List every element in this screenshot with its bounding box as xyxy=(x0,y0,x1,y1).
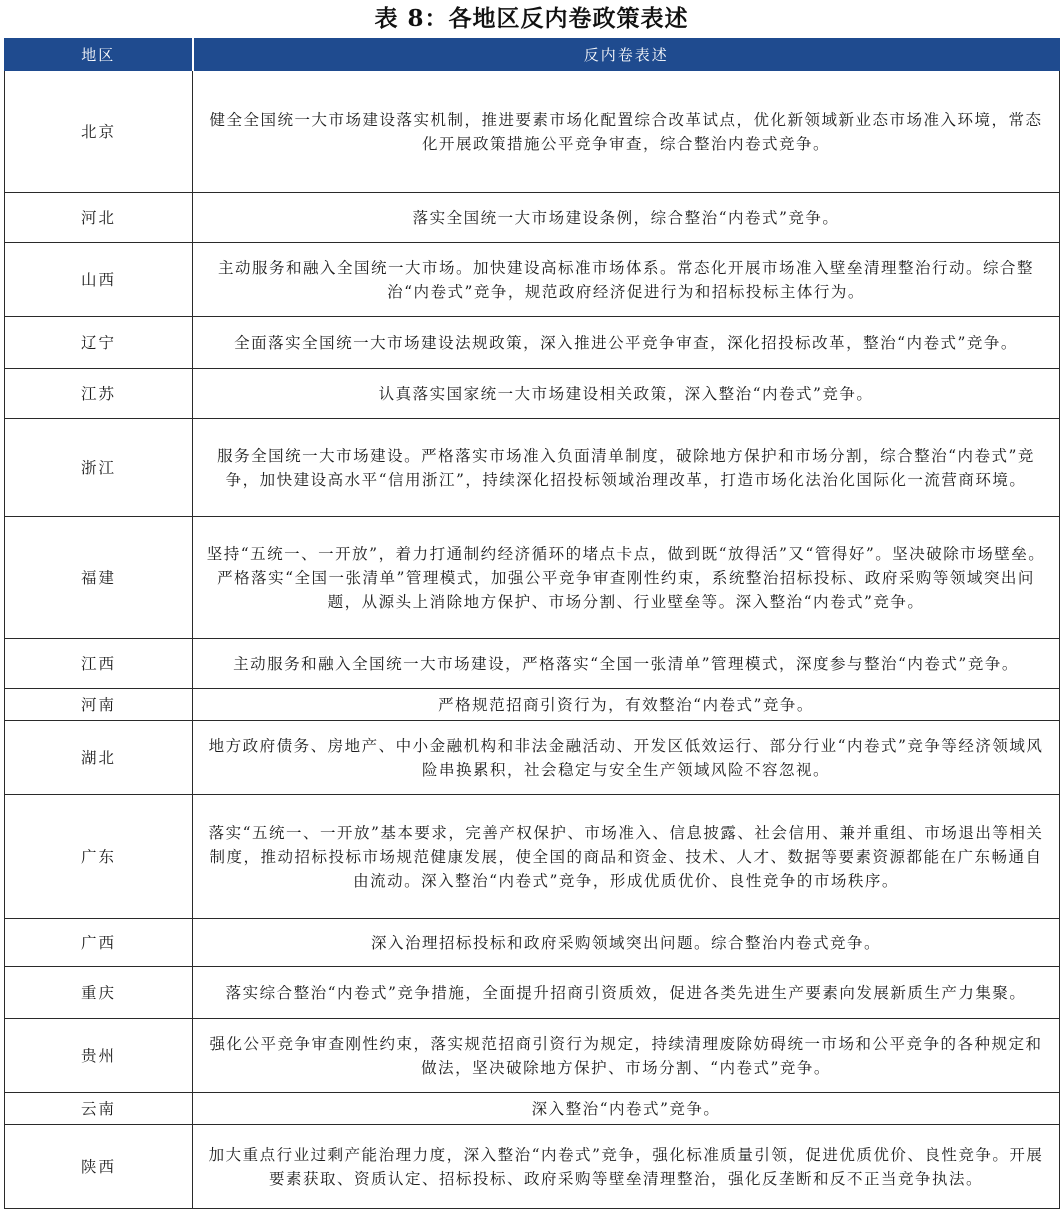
region-cell: 重庆 xyxy=(5,967,193,1019)
region-cell: 云南 xyxy=(5,1093,193,1125)
table-row xyxy=(5,689,1060,721)
description-cell: 落实综合整治“内卷式”竞争措施，全面提升招商引资质效，促进各类先进生产要素向发展新质生产力集聚。 xyxy=(193,967,1060,1019)
description-cell: 认真落实国家统一大市场建设相关政策，深入整治“内卷式”竞争。 xyxy=(193,369,1060,419)
region-cell: 江苏 xyxy=(5,369,193,419)
table-row xyxy=(5,317,1060,369)
table-row xyxy=(5,967,1060,1019)
region-cell: 河北 xyxy=(5,193,193,243)
policy-table xyxy=(4,38,1060,1209)
table-row xyxy=(5,639,1060,689)
region-cell: 广东 xyxy=(5,795,193,919)
description-cell: 健全全国统一大市场建设落实机制，推进要素市场化配置综合改革试点，优化新领域新业态市场准入环境，常态化开展政策措施公平竞争审查，综合整治内卷式竞争。 xyxy=(193,71,1060,193)
table-row xyxy=(5,71,1060,193)
region-cell: 广西 xyxy=(5,919,193,967)
region-cell: 浙江 xyxy=(5,419,193,517)
table-row xyxy=(5,795,1060,919)
description-cell: 主动服务和融入全国统一大市场建设，严格落实“全国一张清单”管理模式，深度参与整治“内卷式”竞争。 xyxy=(193,639,1060,689)
table-row xyxy=(5,193,1060,243)
table-title: 表 8：各地区反内卷政策表述 xyxy=(374,5,689,32)
table-row xyxy=(5,919,1060,967)
description-cell: 深入治理招标投标和政府采购领域突出问题。综合整治内卷式竞争。 xyxy=(193,919,1060,967)
region-cell: 北京 xyxy=(5,71,193,193)
table-row xyxy=(5,517,1060,639)
table-row xyxy=(5,419,1060,517)
table-row xyxy=(5,721,1060,795)
region-cell: 山西 xyxy=(5,243,193,317)
description-cell: 强化公平竞争审查刚性约束，落实规范招商引资行为规定，持续清理废除妨碍统一市场和公平竞争的各种规定和做法，坚决破除地方保护、市场分割、“内卷式”竞争。 xyxy=(193,1019,1060,1093)
table-row xyxy=(5,1019,1060,1093)
region-cell: 辽宁 xyxy=(5,317,193,369)
header-description: 反内卷表述 xyxy=(193,39,1060,71)
table-row xyxy=(5,369,1060,419)
description-cell: 全面落实全国统一大市场建设法规政策，深入推进公平竞争审查，深化招投标改革，整治“内卷式”竞争。 xyxy=(193,317,1060,369)
region-cell: 江西 xyxy=(5,639,193,689)
table-row xyxy=(5,1125,1060,1209)
description-cell: 加大重点行业过剩产能治理力度，深入整治“内卷式”竞争，强化标准质量引领，促进优质优价、良性竞争。开展要素获取、资质认定、招标投标、政府采购等壁垒清理整治，强化反垄断和反不正当竞争执法。 xyxy=(193,1125,1060,1209)
description-cell: 主动服务和融入全国统一大市场。加快建设高标准市场体系。常态化开展市场准入壁垒清理整治行动。综合整治“内卷式”竞争，规范政府经济促进行为和招标投标主体行为。 xyxy=(193,243,1060,317)
description-cell: 服务全国统一大市场建设。严格落实市场准入负面清单制度，破除地方保护和市场分割，综合整治“内卷式”竞争，加快建设高水平“信用浙江”，持续深化招投标领域治理改革，打造市场化法治化国际化一流营商环境。 xyxy=(193,419,1060,517)
region-cell: 陕西 xyxy=(5,1125,193,1209)
table-row xyxy=(5,1093,1060,1125)
region-cell: 福建 xyxy=(5,517,193,639)
description-cell: 坚持“五统一、一开放”，着力打通制约经济循环的堵点卡点，做到既“放得活”又“管得好”。坚决破除市场壁垒。严格落实“全国一张清单”管理模式，加强公平竞争审查刚性约束，系统整治招标投标、政府采购等领域突出问题，从源头上消除地方保护、市场分割、行业壁垒等。深入整治“内卷式”竞争。 xyxy=(193,517,1060,639)
description-cell: 深入整治“内卷式”竞争。 xyxy=(193,1093,1060,1125)
description-cell: 地方政府债务、房地产、中小金融机构和非法金融活动、开发区低效运行、部分行业“内卷式”竞争等经济领域风险串换累积，社会稳定与安全生产领域风险不容忽视。 xyxy=(193,721,1060,795)
table-header-row xyxy=(5,39,1060,71)
header-region: 地区 xyxy=(5,39,193,71)
region-cell: 贵州 xyxy=(5,1019,193,1093)
region-cell: 湖北 xyxy=(5,721,193,795)
description-cell: 严格规范招商引资行为，有效整治“内卷式”竞争。 xyxy=(193,689,1060,721)
description-cell: 落实全国统一大市场建设条例，综合整治“内卷式”竞争。 xyxy=(193,193,1060,243)
description-cell: 落实“五统一、一开放”基本要求，完善产权保护、市场准入、信息披露、社会信用、兼并重组、市场退出等相关制度，推动招标投标市场规范健康发展，使全国的商品和资金、技术、人才、数据等要素资源都能在广东畅通自由流动。深入整治“内卷式”竞争，形成优质优价、良性竞争的市场秩序。 xyxy=(193,795,1060,919)
region-cell: 河南 xyxy=(5,689,193,721)
table-row xyxy=(5,243,1060,317)
